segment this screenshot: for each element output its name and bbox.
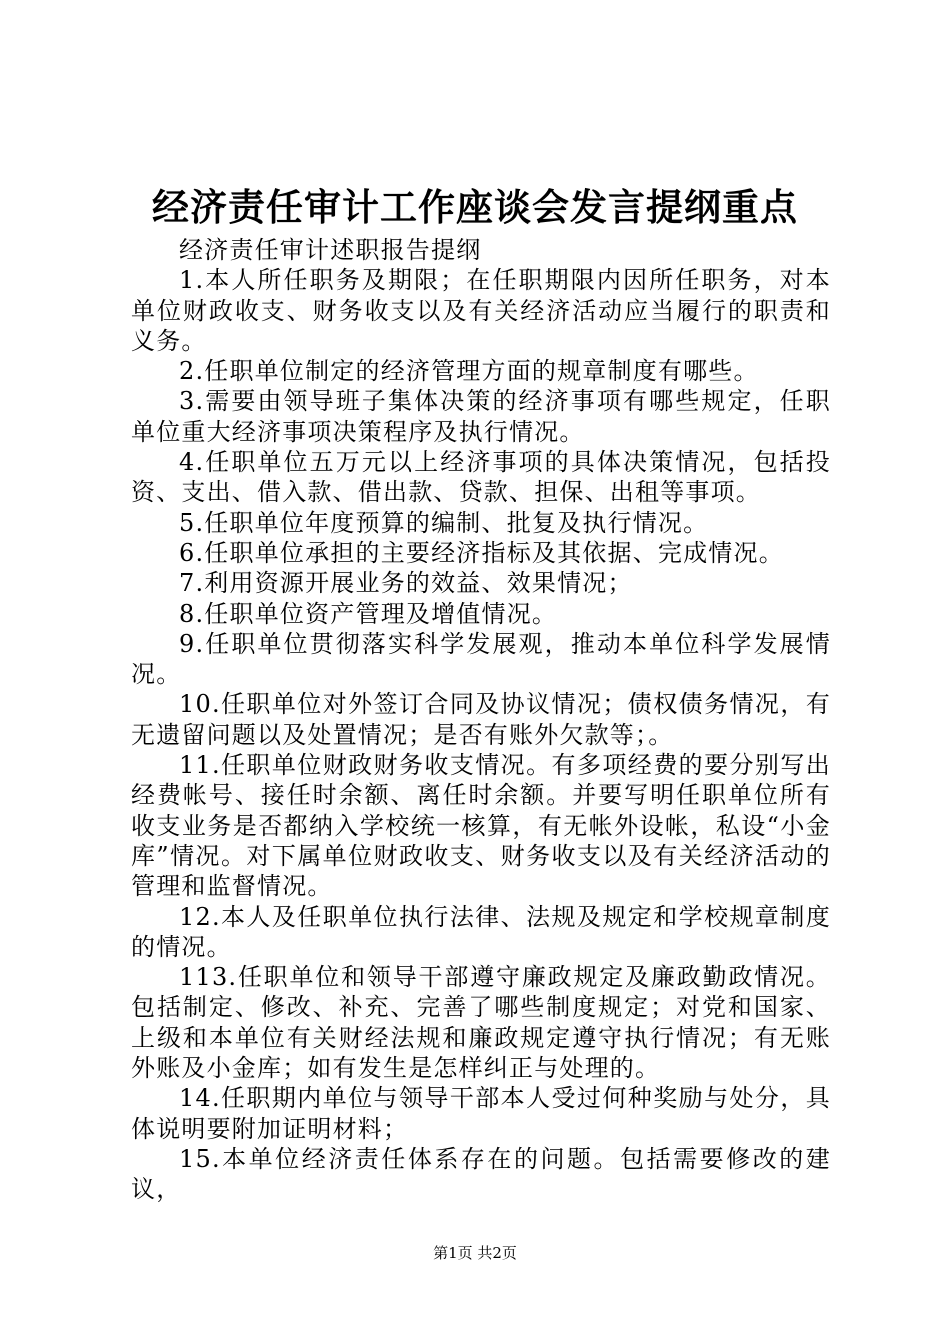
- list-item: 6.任职单位承担的主要经济指标及其依据、完成情况。: [179, 538, 784, 567]
- list-item: 14.任职期内单位与领导干部本人受过何种奖励与处分，具体说明要附加证明材料；: [131, 1084, 831, 1143]
- list-item: 8.任职单位资产管理及增值情况。: [179, 599, 558, 628]
- document-body: [131, 235, 831, 1205]
- list-item: 10.任职单位对外签订合同及协议情况；债权债务情况，有无遗留问题以及处置情况；是否有账外欠款等；。: [131, 690, 831, 749]
- list-item: 4.任职单位五万元以上经济事项的具体决策情况，包括投资、支出、借入款、借出款、贷款、担保、出租等事项。: [131, 448, 831, 507]
- list-item: 11.任职单位财政财务收支情况。有多项经费的要分别写出经费帐号、接任时余额、离任时余额。并要写明任职单位所有收支业务是否都纳入学校统一核算，有无帐外设帐，私设“小金库”情况。对下属单位财政收支、财务收支以及有关经济活动的管理和监督情况。: [131, 751, 831, 901]
- list-item: 113.任职单位和领导干部遵守廉政规定及廉政勤政情况。包括制定、修改、补充、完善了哪些制度规定；对党和国家、上级和本单位有关财经法规和廉政规定遵守执行情况；有无账外账及小金库；如有发生是怎样纠正与处理的。: [131, 963, 831, 1083]
- list-item: 15.本单位经济责任体系存在的问题。包括需要修改的建议，: [131, 1144, 831, 1204]
- document-subtitle: 经济责任审计述职报告提纲: [179, 236, 482, 264]
- document-title: 经济责任审计工作座谈会发言提纲重点: [152, 185, 798, 229]
- list-item: 2.任职单位制定的经济管理方面的规章制度有哪些。: [179, 357, 759, 386]
- list-item: 3.需要由领导班子集体决策的经济事项有哪些规定，任职单位重大经济事项决策程序及执行情况。: [131, 387, 831, 446]
- list-item: 9.任职单位贯彻落实科学发展观，推动本单位科学发展情况。: [131, 629, 831, 689]
- list-item: 7.利用资源开展业务的效益、效果情况；: [179, 569, 633, 598]
- list-item: 5.任职单位年度预算的编制、批复及执行情况。: [179, 508, 709, 537]
- list-item: 1.本人所任职务及期限；在任职期限内因所任职务，对本单位财政收支、财务收支以及有关经济活动应当履行的职责和义务。: [131, 266, 831, 355]
- list-item: 12.本人及任职单位执行法律、法规及规定和学校规章制度的情况。: [131, 902, 831, 961]
- page-footer: 第1页 共2页: [433, 1244, 517, 1262]
